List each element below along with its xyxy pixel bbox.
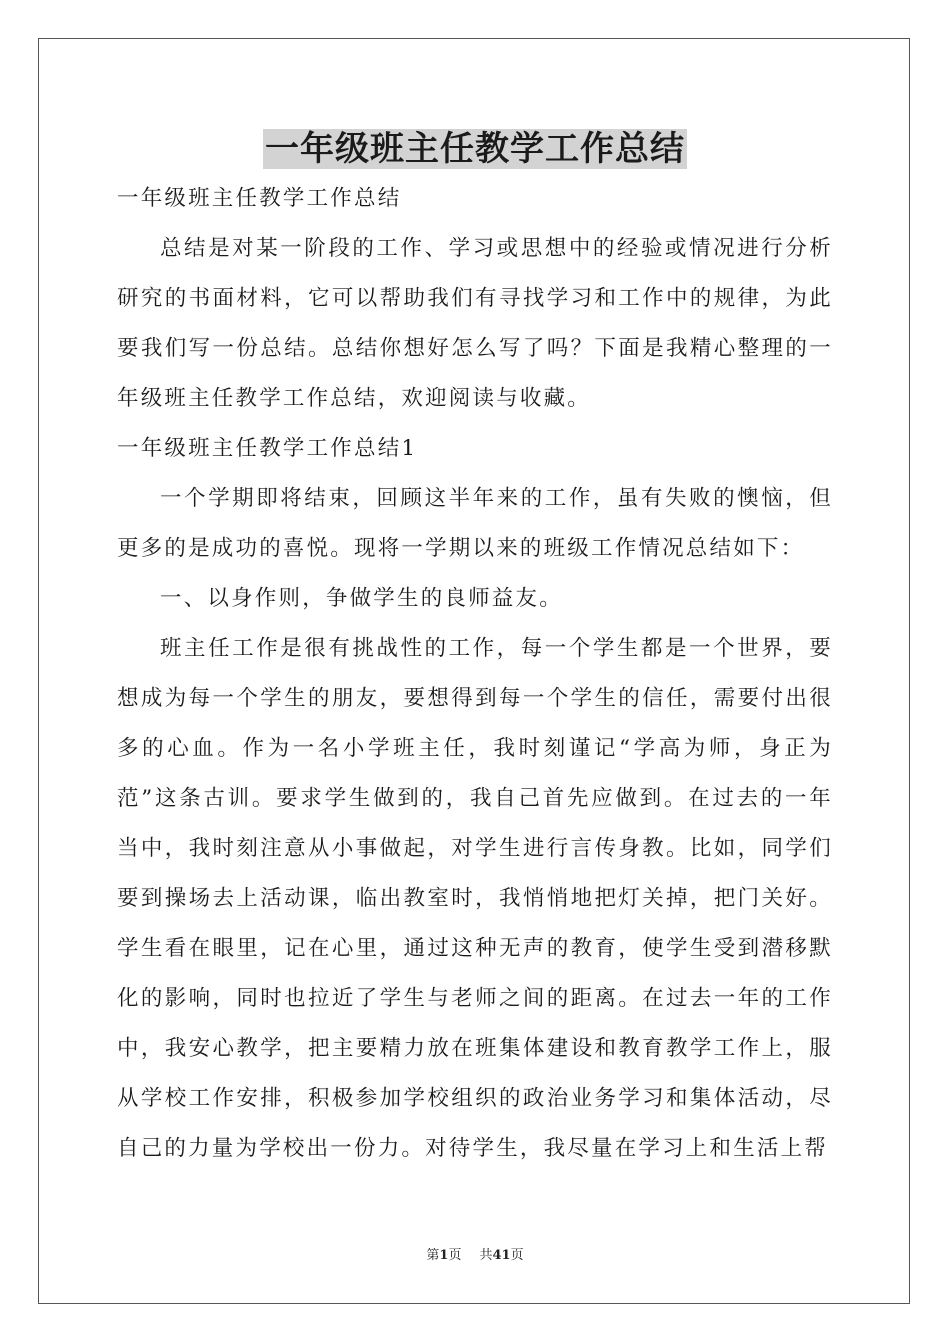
paragraph-heading: 一年级班主任教学工作总结 <box>117 186 402 211</box>
footer-total-suffix: 页 <box>510 1248 524 1263</box>
page-footer <box>0 1247 950 1265</box>
document-title <box>0 126 950 172</box>
paragraph-opening: 一个学期即将结束，回顾这半年来的工作，虽有失败的懊恼，但更多的是成功的喜悦。现将一学期以来的班级工作情况总结如下： <box>117 486 833 561</box>
footer-total-prefix: 共 <box>479 1248 493 1263</box>
footer-page-current: 1 <box>439 1248 449 1263</box>
document-title-text: 一年级班主任教学工作总结 <box>265 129 685 169</box>
footer-page-prefix: 第 <box>426 1248 440 1263</box>
paragraph-body: 班主任工作是很有挑战性的工作，每一个学生都是一个世界，要想成为每一个学生的朋友，要想得到每一个学生的信任，需要付出很多的心血。作为一名小学班主任，我时刻谨记“学高为师，身正为范”这条古训。要求学生做到的，我自己首先应做到。在过去的一年当中，我时刻注意从小事做起，对学生进行言传身教。比如，同学们要到操场去上活动课，临出教室时，我悄悄地把灯关掉，把门关好。学生看在眼里，记在心里，通过这种无声的教育，使学生受到潜移默化的影响，同时也拉近了学生与老师之间的距离。在过去一年的工作中，我安心教学，把主要精力放在班集体建设和教育教学工作上，服从学校工作安排，积极参加学校组织的政治业务学习和集体活动，尽自己的力量为学校出一份力。对待学生，我尽量在学习上和生活上帮 <box>117 636 833 1161</box>
paragraph-subheading: 一、以身作则，争做学生的良师益友。 <box>160 586 563 611</box>
paragraph-intro: 总结是对某一阶段的工作、学习或思想中的经验或情况进行分析研究的书面材料，它可以帮助我们有寻找学习和工作中的规律，为此要我们写一份总结。总结你想好怎么写了吗？下面是我精心整理的一年级班主任教学工作总结，欢迎阅读与收藏。 <box>117 236 833 411</box>
footer-page-total: 41 <box>492 1248 511 1263</box>
paragraph-section-title: 一年级班主任教学工作总结1 <box>117 436 418 461</box>
document-body <box>117 174 833 1174</box>
footer-page-suffix: 页 <box>448 1248 462 1263</box>
